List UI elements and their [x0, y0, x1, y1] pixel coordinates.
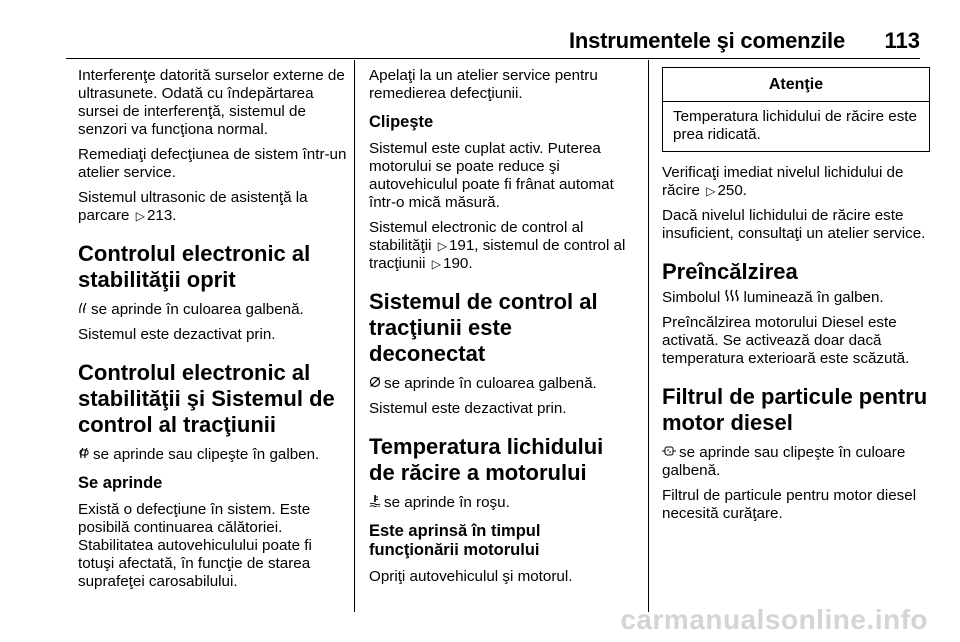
column-2: [369, 67, 634, 593]
esc-off-icon: [78, 301, 88, 319]
section-heading: Temperatura lichidului de răcire a motorului: [369, 434, 604, 485]
paragraph: Apelaţi la un atelier service pentru remedierea defecţiunii.: [369, 67, 598, 102]
subsection-heading: Se aprinde: [78, 474, 163, 492]
page-ref-arrow-icon: ▷: [706, 184, 716, 198]
paragraph: se aprinde sau clipeşte în culoare galbenă.: [662, 444, 906, 479]
column-divider-2: [648, 60, 649, 612]
traction-off-icon: [369, 375, 381, 393]
paragraph: Simbolul luminează în galben.: [662, 289, 884, 306]
paragraph: Interferenţe datorită surselor externe de ultrasunete. Odată cu îndepărtarea sursei de interferenţă, sistemul de senzori va funcţiona normal.: [78, 67, 345, 138]
header-rule: [66, 58, 920, 59]
section-heading: Controlul electronic al stabilităţii şi Sistemul de control al tracţiunii: [78, 360, 335, 437]
section-heading: Sistemul de control al tracţiunii este deconectat: [369, 289, 598, 366]
page-ref-arrow-icon: ▷: [431, 257, 442, 271]
section-heading: Filtrul de particule pentru motor diesel: [662, 384, 928, 435]
paragraph: Sistemul este dezactivat prin.: [369, 400, 567, 417]
paragraph: o se aprinde în culoarea galbenă.: [78, 301, 348, 319]
paragraph: se aprinde sau clipeşte în galben.: [78, 446, 348, 464]
page-ref: 213.: [146, 207, 177, 224]
paragraph: Sistemul electronic de control al stabilităţii ▷ 191, sistemul de control al tracţiunii ▷ 190.: [369, 219, 626, 272]
paragraph: Remediaţi defecţiunea de sistem într-un atelier service.: [78, 146, 347, 181]
page-number: 113: [884, 28, 920, 53]
glow-plug-icon: [724, 289, 740, 307]
paragraph: Dacă nivelul lichidului de răcire este insuficient, consultaţi un atelier service.: [662, 207, 926, 242]
esc-icon: [78, 446, 90, 464]
paragraph: Sistemul ultrasonic de asistenţă la parcare ▷ 213.: [78, 189, 308, 224]
particulate-filter-icon: [662, 444, 676, 462]
subsection-heading: Este aprinsă în timpul funcţionării motorului: [369, 522, 541, 559]
paragraph: Există o defecţiune în sistem. Este posibilă continuarea călătoriei. Stabilitatea autovehiculului poate fi totuşi afectată, în funcţie de starea suprafeţei carosabilului.: [78, 501, 312, 590]
page-ref-arrow-icon: ▷: [437, 239, 447, 253]
page-ref-arrow-icon: ▷: [135, 209, 145, 223]
section-heading: Preîncălzirea: [662, 259, 798, 284]
paragraph: se aprinde în roşu.: [369, 494, 634, 512]
subsection-heading: Clipeşte: [369, 113, 434, 131]
paragraph: se aprinde în culoarea galbenă.: [369, 375, 634, 393]
column-1: [78, 67, 348, 598]
column-divider-1: [354, 60, 355, 612]
paragraph: Preîncălzirea motorului Diesel este activată. Se activează doar dacă temperatura exterioară este scăzută.: [662, 314, 910, 367]
paragraph: Filtrul de particule pentru motor diesel necesită curăţare.: [662, 487, 917, 522]
paragraph: Opriţi autovehiculul şi motorul.: [369, 568, 573, 585]
section-heading: Controlul electronic al stabilităţii oprit: [78, 241, 311, 292]
paragraph: Sistemul este dezactivat prin.: [78, 326, 276, 343]
paragraph: Sistemul este cuplat activ. Puterea motorului se poate reduce şi autovehiculul poate fi frânat automat într-o mică măsură.: [369, 140, 614, 211]
warning-box: [662, 67, 930, 152]
paragraph: Verificaţi imediat nivelul lichidului de răcire ▷ 250.: [662, 164, 904, 199]
chapter-title: Instrumentele şi comenzile: [569, 28, 845, 53]
page-header: [0, 18, 960, 58]
column-3: [662, 67, 930, 530]
watermark: carmanualsonline.info: [620, 604, 928, 635]
svg-text:o: o: [83, 306, 86, 311]
warning-body: Temperatura lichidului de răcire este prea ridicată.: [673, 108, 917, 143]
warning-title: Atenţie: [663, 68, 929, 102]
coolant-temp-icon: [369, 494, 381, 512]
